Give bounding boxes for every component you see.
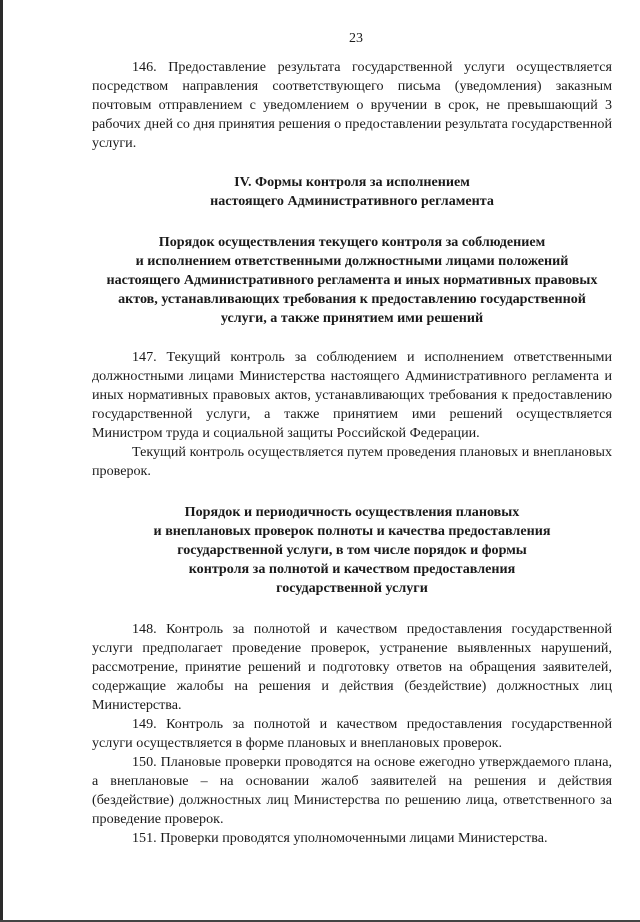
- heading-line: и исполнением ответственными должностными лицами положений: [135, 253, 569, 269]
- heading-line: настоящего Административного регламента и иных нормативных правовых: [106, 272, 598, 288]
- section-iv-heading: [92, 173, 612, 211]
- heading-line: актов, устанавливающих требования к предоставлению государственной: [118, 291, 586, 307]
- heading-line: государственной услуги, в том числе порядок и формы: [177, 542, 527, 558]
- paragraph-149: 149. Контроль за полнотой и качеством предоставления государственной услуги осуществляется в форме плановых и внеплановых проверок.: [92, 716, 612, 751]
- heading-line: IV. Формы контроля за исполнением: [234, 174, 470, 190]
- document-page: [92, 30, 612, 848]
- paragraph-147-continued: Текущий контроль осуществляется путем проведения плановых и внеплановых проверок.: [92, 444, 612, 479]
- heading-line: Порядок и периодичность осуществления плановых: [184, 504, 520, 520]
- paragraph-146: 146. Предоставление результата государственной услуги осуществляется посредством направления соответствующего письма (уведомления) заказным почтовым отправлением с уведомлением о вручении в срок, не превышающий 3 рабочих дней со дня принятия решения о предоставлении результата государственной услуги.: [92, 59, 612, 151]
- scan-left-edge: [0, 0, 3, 922]
- heading-line: настоящего Административного регламента: [210, 193, 494, 209]
- inspections-heading: [92, 503, 612, 598]
- current-control-heading: [92, 233, 612, 328]
- paragraph-148: 148. Контроль за полнотой и качеством предоставления государственной услуги предполагает проведение проверок, устранение выявленных нарушений, рассмотрение, принятие решений и подготовку ответов на обращения заявителей, содержащие жалобы на решения и действия (бездействие) должностных лиц Министерства.: [92, 621, 612, 713]
- heading-line: и внеплановых проверок полноты и качества предоставления: [153, 523, 551, 539]
- paragraph-147: 147. Текущий контроль за соблюдением и исполнением ответственными должностными лицами Министерства настоящего Административного регламента и иных нормативных правовых актов, устанавливающих требования к предоставлению государственной услуги, а также принятием ими решений осуществляется Министром труда и социальной защиты Российской Федерации.: [92, 349, 612, 441]
- page-number: 23: [349, 31, 363, 46]
- paragraph-151: 151. Проверки проводятся уполномоченными лицами Министерства.: [132, 830, 548, 846]
- heading-line: контроля за полнотой и качеством предоставления: [188, 561, 516, 577]
- paragraph-150: 150. Плановые проверки проводятся на основе ежегодно утверждаемого плана, а внеплановые – на основании жалоб заявителей на решения и действия (бездействие) должностных лиц Министерства по решению лица, ответственного за проведение проверок.: [92, 754, 612, 827]
- heading-line: услуги, а также принятием ими решений: [220, 310, 484, 326]
- heading-line: государственной услуги: [276, 580, 428, 596]
- heading-line: Порядок осуществления текущего контроля за соблюдением: [158, 234, 546, 250]
